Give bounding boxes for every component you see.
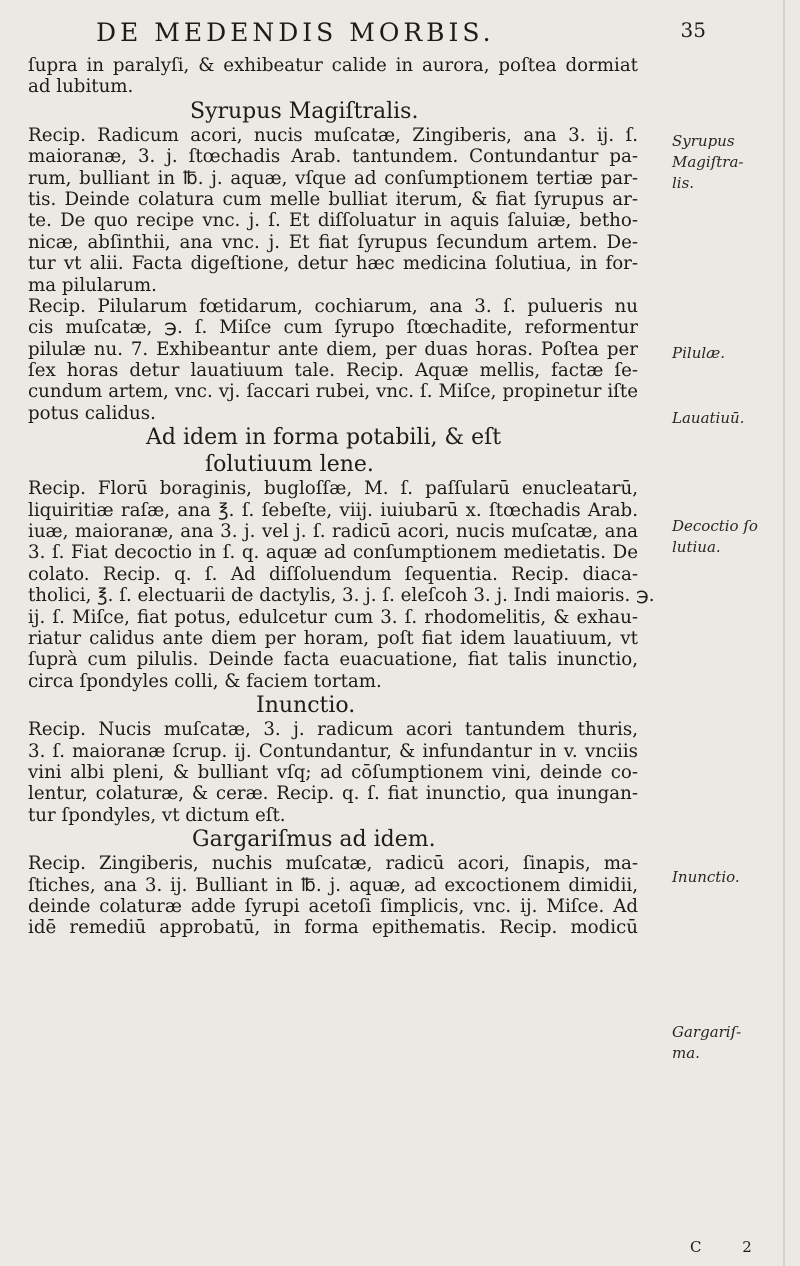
text-line: vini albi pleni, & bulliant vſq; ad cōſumptionem vini, deinde co- bbox=[28, 761, 638, 783]
text-line: circa ſpondyles colli, & faciem tortam. bbox=[28, 670, 382, 692]
marginal-note: Pilulæ. bbox=[672, 344, 726, 362]
text-line: ſtiches, ana 3. ij. Bulliant in ℔. j. aquæ, ad excoctionem dimidii, bbox=[28, 874, 638, 896]
main-text bbox=[28, 55, 780, 939]
section-heading: Gargariſmus ad idem. bbox=[192, 827, 436, 853]
section-heading: Ad idem in forma potabili, & eſt bbox=[146, 425, 502, 451]
marginal-note: lutiua. bbox=[672, 538, 721, 556]
text-line: maioranæ, 3. j. ſtœchadis Arab. tantundem. Contundantur pa- bbox=[28, 146, 638, 168]
text-line: ſupra in paralyſi, & exhibeatur calide in aurora, poſtea dormiat bbox=[28, 55, 638, 76]
section-heading: ſolutiuum lene. bbox=[205, 452, 374, 478]
text-line: tur ſpondyles, vt dictum eſt. bbox=[28, 804, 286, 826]
marginal-note: ma. bbox=[672, 1044, 700, 1062]
text-line: tur vt alii. Facta digeſtione, detur hæc medicina ſolutiua, in for- bbox=[28, 253, 638, 275]
text-line: nicæ, abſinthii, ana vnc. j. Et fiat ſyrupus ſecundum artem. De- bbox=[28, 231, 638, 253]
text-line: te. De quo recipe vnc. j. ſ. Et diſſoluatur in aquis ſaluiæ, betho- bbox=[28, 210, 638, 232]
running-title: DE MEDENDIS MORBIS. bbox=[96, 18, 495, 47]
text-line: tholici, ℥. ſ. electuarii de dactylis, 3. j. ſ. eleſcoh 3. j. Indi maioris. ℈. bbox=[28, 585, 655, 607]
text-line: cis muſcatæ, ℈. ſ. Miſce cum ſyrupo ſtœchadite, reformentur bbox=[28, 317, 638, 339]
marginal-note: Lauatiuū. bbox=[672, 409, 745, 427]
text-line: colato. Recip. q. ſ. Ad diſſoluendum ſequentia. Recip. diaca- bbox=[28, 563, 638, 585]
text-line: tis. Deinde colatura cum melle bulliat iterum, & fiat ſyrupus ar- bbox=[28, 188, 638, 210]
text-line: liquiritiæ raſæ, ana ℥. ſ. ſebeſte, viij. iuiubarū x. ſtœchadis Arab. bbox=[28, 499, 638, 521]
section-heading: Syrupus Magiſtralis. bbox=[190, 98, 419, 124]
text-line: ſuprà cum pilulis. Deinde facta euacuatione, fiat talis inunctio, bbox=[28, 649, 638, 671]
marginal-note: Magiſtra- bbox=[672, 153, 744, 171]
text-line: ſex horas detur lauatiuum tale. Recip. Aquæ mellis, factæ ſe- bbox=[28, 360, 638, 382]
text-line: riatur calidus ante diem per horam, poſt fiat idem lauatiuum, vt bbox=[28, 627, 638, 649]
text-line: ad lubitum. bbox=[28, 76, 134, 98]
text-line: Recip. Pilularum fœtidarum, cochiarum, ana 3. ſ. pulueris nu bbox=[28, 295, 638, 317]
text-line: cundum artem, vnc. vj. ſaccari rubei, vnc. ſ. Miſce, propinetur iſte bbox=[28, 381, 638, 403]
text-line: Recip. Nucis muſcatæ, 3. j. radicum acori tantundem thuris, bbox=[28, 719, 638, 741]
text-line: rum, bulliant in ℔. j. aquæ, vſque ad conſumptionem tertiæ par- bbox=[28, 167, 638, 189]
text-line: Recip. Radicum acori, nucis muſcatæ, Zingiberis, ana 3. ij. ſ. bbox=[28, 124, 638, 146]
marginal-note: Inunctio. bbox=[672, 868, 740, 886]
text-line: lentur, colaturæ, & ceræ. Recip. q. ſ. fiat inunctio, qua inungan- bbox=[28, 783, 638, 805]
text-line: idē remediū approbatū, in forma epithematis. Recip. modicū bbox=[28, 917, 638, 939]
marginal-note: Decoctio ſo bbox=[672, 517, 758, 535]
text-line: Recip. Florū boraginis, bugloſſæ, M. ſ. paſſularū enucleatarū, bbox=[28, 478, 638, 500]
text-line: iuæ, maioranæ, ana 3. j. vel j. ſ. radicū acori, nucis muſcatæ, ana bbox=[28, 521, 638, 543]
running-header bbox=[96, 18, 706, 52]
page-number: 35 bbox=[680, 18, 706, 42]
marginal-note: lis. bbox=[672, 174, 695, 192]
text-line: ma pilularum. bbox=[28, 274, 157, 296]
text-line: 3. ſ. maioranæ ſcrup. ij. Contundantur, & infundantur in v. vnciis bbox=[28, 740, 638, 762]
text-line: ij. ſ. Miſce, fiat potus, edulcetur cum 3. ſ. rhodomelitis, & exhau- bbox=[28, 606, 638, 628]
text-line: Recip. Zingiberis, nuchis muſcatæ, radicū acori, ſinapis, ma- bbox=[28, 853, 638, 875]
text-line: potus calidus. bbox=[28, 402, 156, 424]
text-line: 3. ſ. Fiat decoctio in ſ. q. aquæ ad conſumptionem medietatis. De bbox=[28, 542, 638, 564]
marginal-note: Gargariſ- bbox=[672, 1023, 742, 1041]
signature-mark: C 2 bbox=[690, 1238, 770, 1256]
text-line: pilulæ nu. 7. Exhibeantur ante diem, per duas horas. Poſtea per bbox=[28, 338, 638, 360]
section-heading: Inunctio. bbox=[256, 693, 356, 719]
page-edge-shadow bbox=[783, 0, 785, 1266]
marginal-note: Syrupus bbox=[672, 132, 735, 150]
text-line: deinde colaturæ adde ſyrupi acetoſi ſimplicis, vnc. ij. Miſce. Ad bbox=[28, 895, 638, 917]
